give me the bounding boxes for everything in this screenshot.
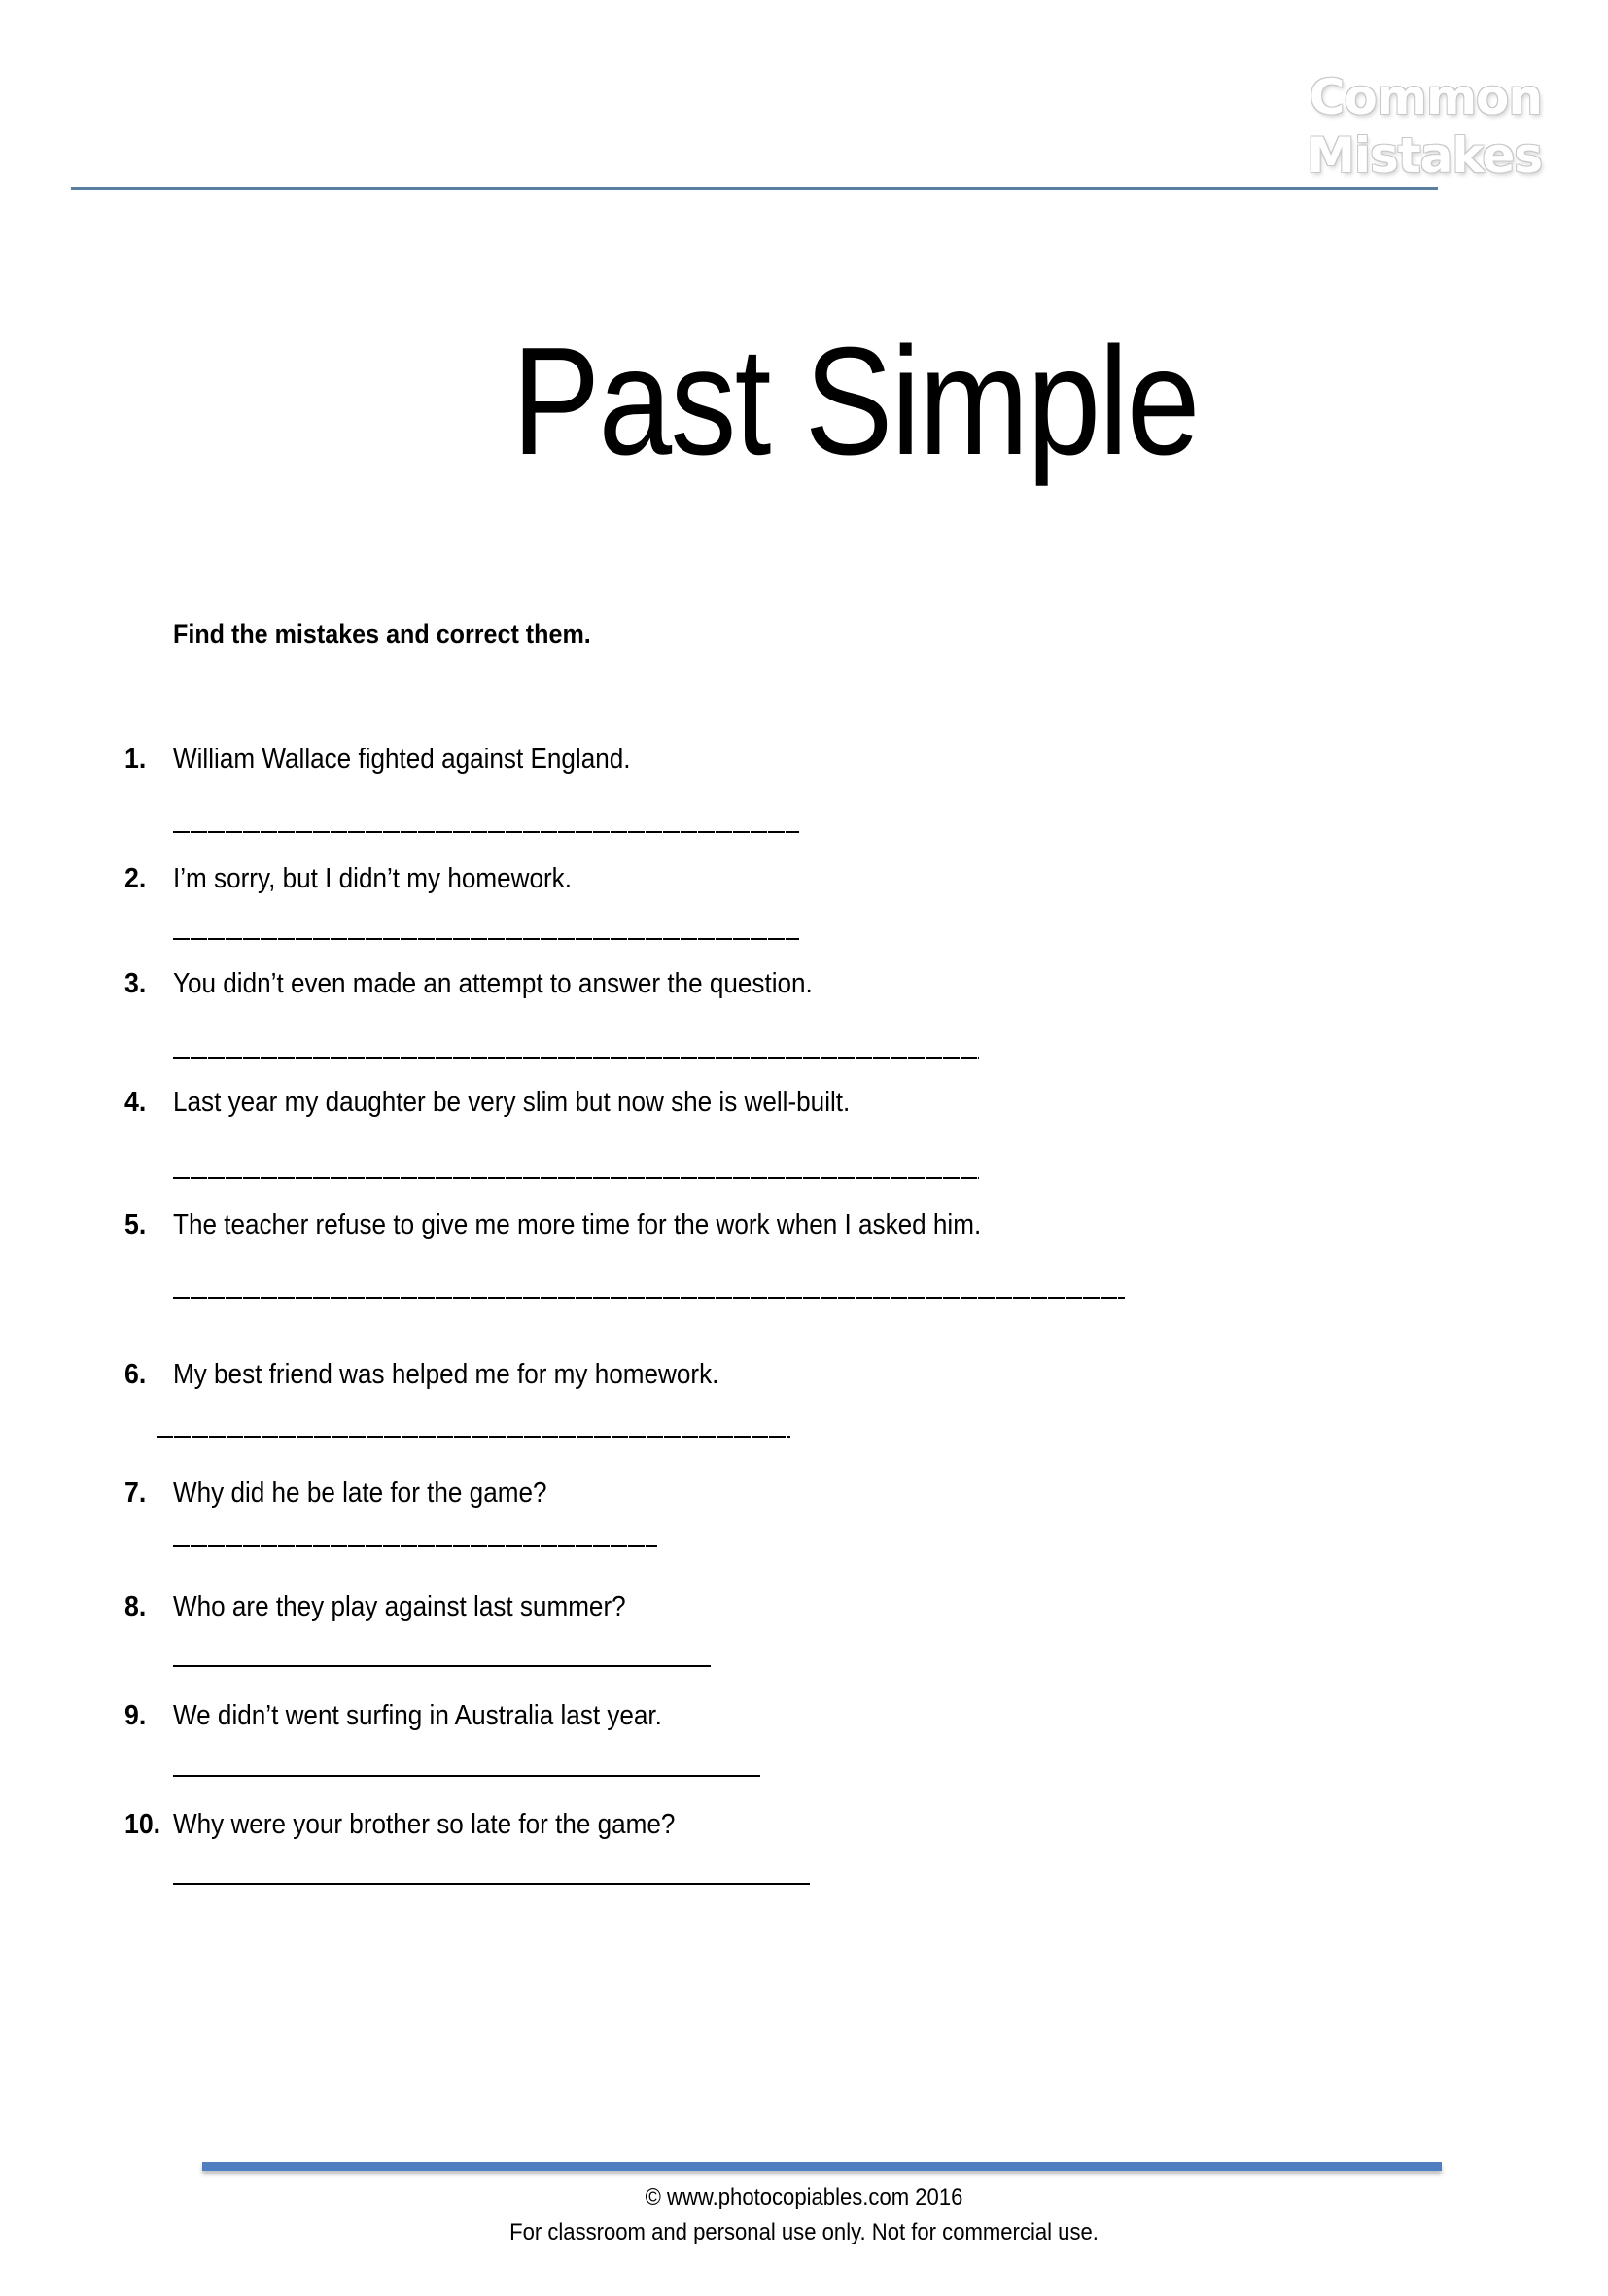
- item-number: 8.: [124, 1591, 147, 1622]
- item-number: 5.: [124, 1209, 147, 1240]
- item-sentence: Last year my daughter be very slim but now she is well-built.: [173, 1087, 851, 1118]
- answer-line-10[interactable]: [173, 1883, 810, 1885]
- answer-line-5[interactable]: [173, 1297, 1125, 1299]
- answer-line-8[interactable]: [173, 1665, 711, 1667]
- item-sentence: You didn’t even made an attempt to answer the question.: [173, 968, 813, 999]
- page-title: Past Simple: [511, 316, 1199, 487]
- item-number: 6.: [124, 1359, 147, 1390]
- item-number: 2.: [124, 863, 147, 894]
- answer-line-4[interactable]: [173, 1177, 979, 1179]
- brand-watermark: Common Mistakes: [1307, 69, 1542, 184]
- instruction-text: Find the mistakes and correct them.: [173, 619, 591, 648]
- footer-copyright: © www.photocopiables.com 2016: [645, 2184, 963, 2210]
- item-sentence: I’m sorry, but I didn’t my homework.: [173, 863, 572, 894]
- item-number: 10.: [124, 1809, 161, 1840]
- answer-line-1[interactable]: [173, 831, 799, 833]
- item-number: 3.: [124, 968, 147, 999]
- item-number: 1.: [124, 744, 147, 775]
- item-sentence: Why did he be late for the game?: [173, 1478, 547, 1509]
- header-divider: [71, 187, 1438, 190]
- answer-line-9[interactable]: [173, 1775, 760, 1777]
- footer-usage-notice: For classroom and personal use only. Not for commercial use.: [509, 2219, 1099, 2245]
- item-number: 9.: [124, 1700, 147, 1731]
- item-number: 4.: [124, 1087, 147, 1118]
- answer-line-7[interactable]: [173, 1545, 657, 1547]
- item-sentence: The teacher refuse to give me more time for the work when I asked him.: [173, 1209, 982, 1240]
- answer-line-2[interactable]: [173, 938, 799, 940]
- item-sentence: We didn’t went surfing in Australia last year.: [173, 1700, 662, 1731]
- item-sentence: William Wallace fighted against England.: [173, 744, 631, 775]
- answer-line-3[interactable]: [173, 1057, 979, 1059]
- answer-line-6[interactable]: [157, 1436, 790, 1438]
- item-sentence: My best friend was helped me for my homework.: [173, 1359, 719, 1390]
- item-number: 7.: [124, 1478, 147, 1509]
- item-sentence: Why were your brother so late for the game?: [173, 1809, 676, 1840]
- item-sentence: Who are they play against last summer?: [173, 1591, 626, 1622]
- footer-divider: [202, 2162, 1442, 2171]
